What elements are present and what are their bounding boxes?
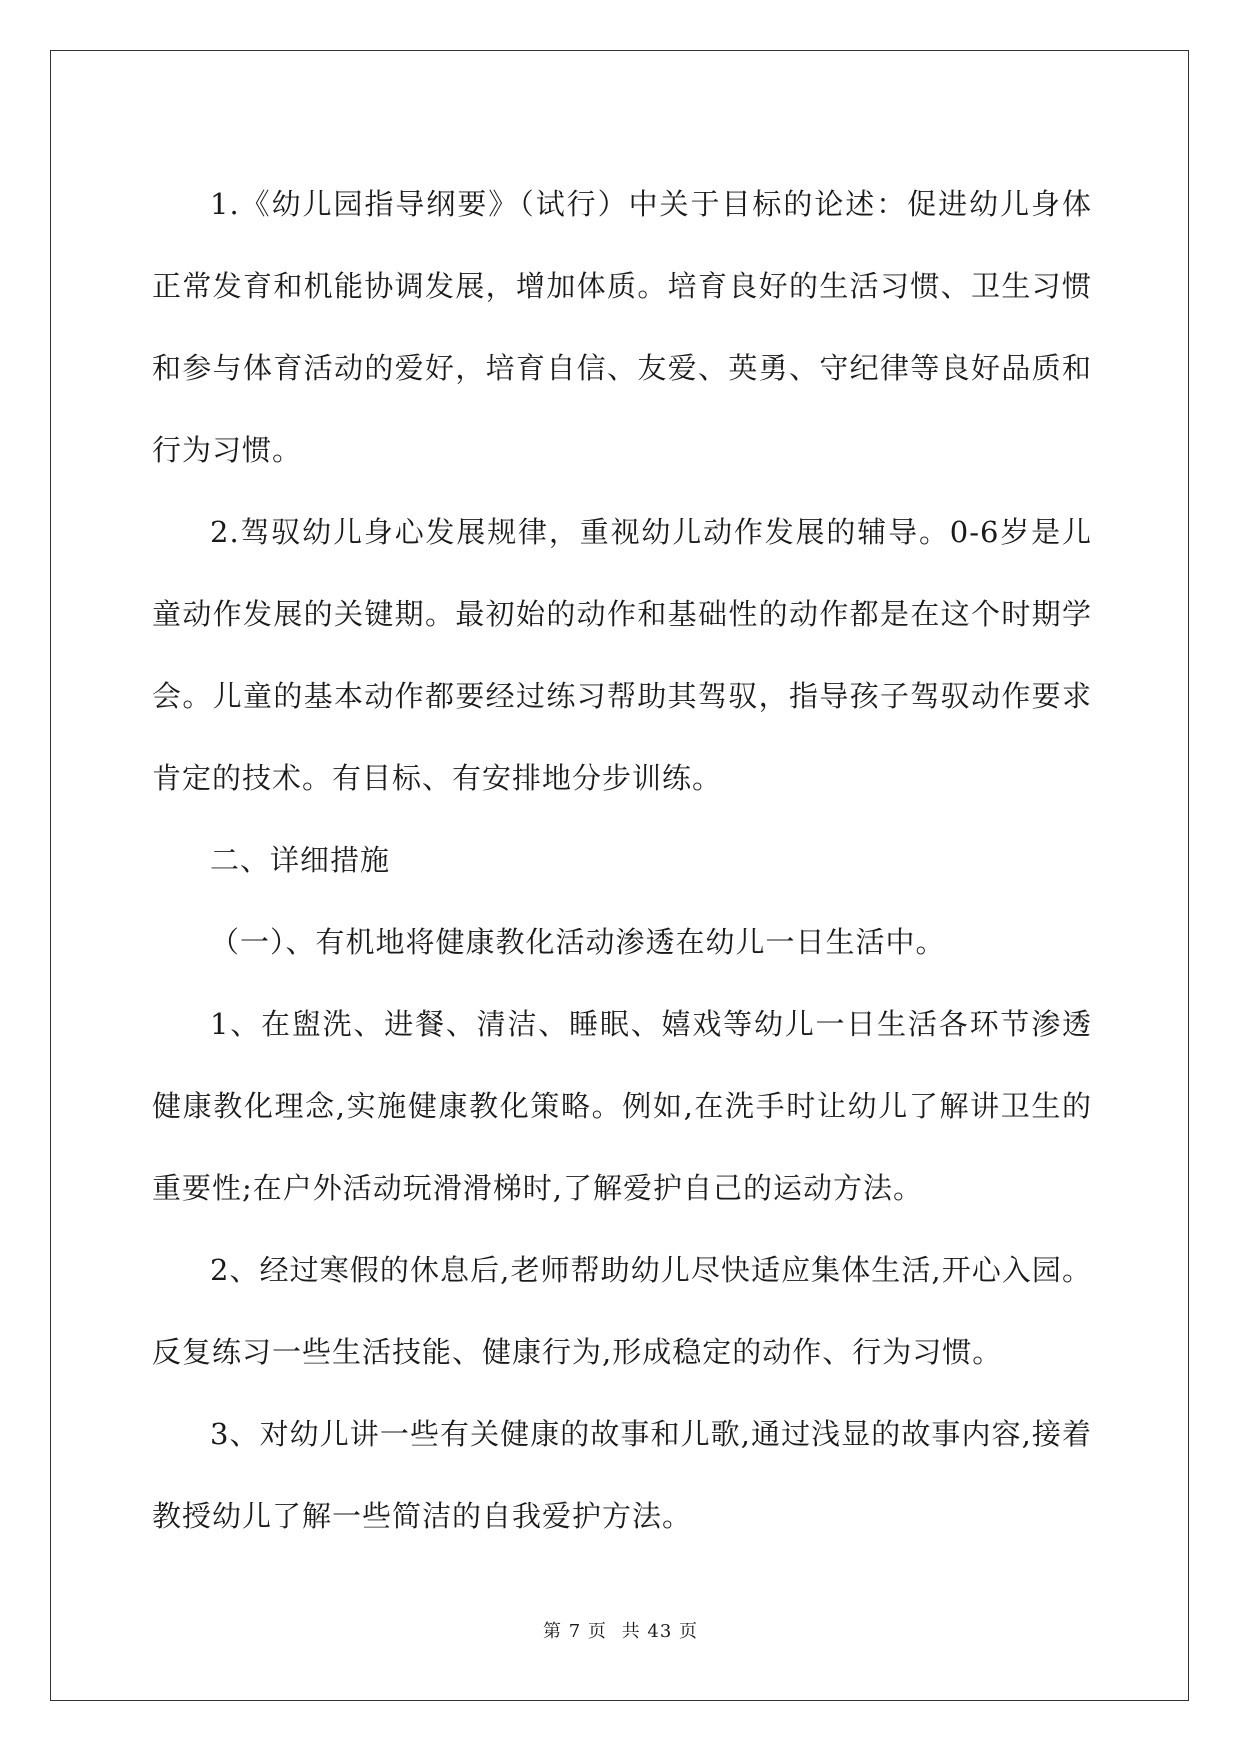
section-heading-measures: 二、详细措施 [210, 843, 391, 877]
paragraph-goal-statement: 1.《幼儿园指导纲要》（试行）中关于目标的论述：促进幼儿身体正常发育和机能协调发展，增加体质。培育良好的生活习惯、卫生习惯和参与体育活动的爱好，培育自信、友爱、英勇、守纪律等良好品质和行为习惯。 [152, 187, 1092, 467]
paragraph-motor-development: 2.驾驭幼儿身心发展规律，重视幼儿动作发展的辅导。0-6岁是儿童动作发展的关键期。最初始的动作和基础性的动作都是在这个时期学会。儿童的基本动作都要经过练习帮助其驾驭，指导孩子驾驭动作要求肯定的技术。有目标、有安排地分步训练。 [152, 515, 1092, 795]
page-footer [0, 1617, 1241, 1643]
paragraph-measure-2: 2、经过寒假的休息后,老师帮助幼儿尽快适应集体生活,开心入园。反复练习一些生活技能、健康行为,形成稳定的动作、行为习惯。 [152, 1253, 1092, 1369]
paragraph-measure-3: 3、对幼儿讲一些有关健康的故事和儿歌,通过浅显的故事内容,接着教授幼儿了解一些简洁的自我爱护方法。 [152, 1417, 1092, 1533]
subsection-heading-daily-life: （一）、有机地将健康教化活动渗透在幼儿一日生活中。 [210, 925, 946, 959]
total-page-count: 共 43 页 [621, 1621, 698, 1642]
document-body [152, 163, 1092, 1557]
paragraph-measure-1: 1、在盥洗、进餐、清洁、睡眠、嬉戏等幼儿一日生活各环节渗透健康教化理念,实施健康教化策略。例如,在洗手时让幼儿了解讲卫生的重要性;在户外活动玩滑滑梯时,了解爱护自己的运动方法。 [152, 1007, 1092, 1205]
current-page-number: 第 7 页 [543, 1621, 607, 1642]
